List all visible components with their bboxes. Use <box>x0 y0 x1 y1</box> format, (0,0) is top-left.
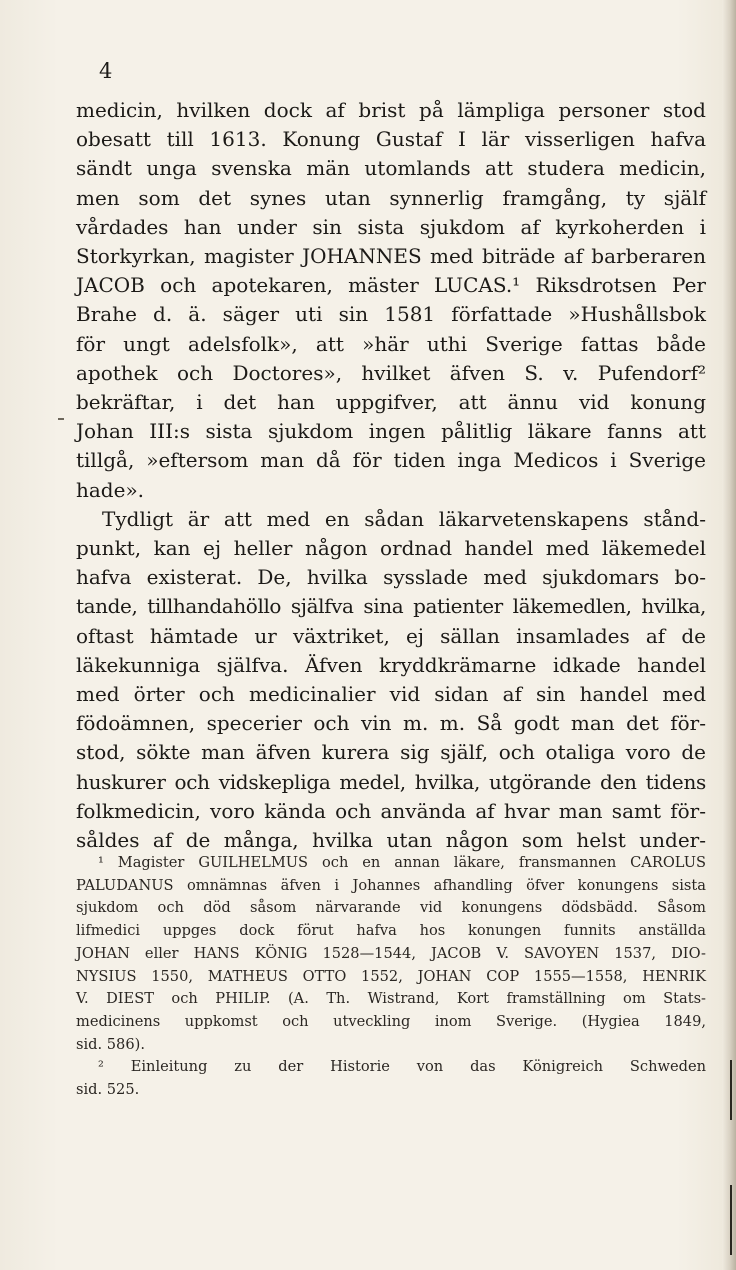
text-line: folkmedicin, voro kända och använda af hvar man samt för- <box>76 798 706 823</box>
footnote-line: sid. 586). <box>76 1035 145 1053</box>
footnote-line: V. DIEST och PHILIP. (A. Th. Wistrand, Kort framställning om Stats- <box>76 990 706 1008</box>
footnote-line: ¹ Magister GUILHELMUS och en annan läkare, fransmannen CAROLUS <box>98 854 706 871</box>
text-line: Brahe d. ä. säger uti sin 1581 författade »Hushållsbok <box>76 302 706 327</box>
footnote-line: sjukdom och död såsom närvarande vid konungens dödsbädd. Såsom <box>76 899 706 917</box>
page-number: 4 <box>99 59 113 83</box>
footnote-line: ² Einleitung zu der Historie von das Königreich Schweden <box>98 1058 706 1076</box>
text-line: såldes af de många, hvilka utan någon som helst under- <box>76 828 706 853</box>
text-line: punkt, kan ej heller någon ordnad handel med läkemedel <box>76 536 706 561</box>
edge-mark <box>730 1185 732 1255</box>
footnote-line: PALUDANUS omnämnas äfven i Johannes afhandling öfver konungens sista <box>76 876 706 894</box>
text-line: bekräftar, i det han uppgifver, att ännu vid konung <box>76 390 706 415</box>
footnote-line: medicinens uppkomst och utveckling inom Sverige. (Hygiea 1849, <box>76 1012 706 1030</box>
text-line: men som det synes utan synnerlig framgång, ty själf <box>76 185 706 210</box>
text-line: Johan III:s sista sjukdom ingen pålitlig läkare fanns att <box>76 419 706 444</box>
footnote-line: JOHAN eller HANS KÖNIG 1528—1544, JACOB V. SAVOYEN 1537, DIO- <box>76 944 706 962</box>
text-line: läkekunniga själfva. Äfven kryddkrämarne idkade handel <box>76 652 706 677</box>
text-line: JACOB och apotekaren, mäster LUCAS.¹ Riksdrotsen Per <box>76 273 706 298</box>
edge-mark <box>730 1060 732 1120</box>
margin-mark <box>58 418 64 420</box>
text-line: tillgå, »eftersom man då för tiden inga Medicos i Sverige <box>76 448 706 473</box>
text-line: Tydligt är att med en sådan läkarvetenskapens stånd- <box>102 506 706 531</box>
page-edge-shadow <box>722 0 736 1270</box>
text-line: apothek och Doctores», hvilket äfven S. v. Pufendorf² <box>76 360 706 385</box>
text-line: hafva existerat. De, hvilka sysslade med sjukdomars bo- <box>76 565 706 590</box>
footnote-line: sid. 525. <box>76 1081 140 1099</box>
text-line: oftast hämtade ur växtriket, ej sällan insamlades af de <box>76 623 706 648</box>
text-line: födoämnen, specerier och vin m. m. Så godt man det för- <box>76 711 706 736</box>
footnote-line: lifmedici uppges dock förut hafva hos konungen funnits anställda <box>76 922 706 940</box>
text-line: hade». <box>76 477 145 502</box>
text-line: för ungt adelsfolk», att »här uthi Sverige fattas både <box>76 331 706 356</box>
text-line: huskurer och vidskepliga medel, hvilka, utgörande den tidens <box>76 769 706 794</box>
text-line: obesatt till 1613. Konung Gustaf I lär visserligen hafva <box>76 127 706 152</box>
text-line: stod, sökte man äfven kurera sig själf, och otaliga voro de <box>76 740 706 765</box>
text-line: tande, tillhandahöllo själfva sina patienter läkemedlen, hvilka, <box>76 594 706 619</box>
text-line: med örter och medicinalier vid sidan af sin handel med <box>76 682 706 707</box>
text-line: vårdades han under sin sista sjukdom af kyrkoherden i <box>76 214 706 239</box>
text-line: medicin, hvilken dock af brist på lämpliga personer stod <box>76 98 706 122</box>
footnote-line: NYSIUS 1550, MATHEUS OTTO 1552, JOHAN COP 1555—1558, HENRIK <box>76 967 706 985</box>
text-line: Storkyrkan, magister JOHANNES med biträde af barberaren <box>76 244 706 269</box>
footnotes <box>76 852 706 1102</box>
body-text <box>76 96 706 855</box>
text-line: sändt unga svenska män utomlands att studera medicin, <box>76 156 706 181</box>
